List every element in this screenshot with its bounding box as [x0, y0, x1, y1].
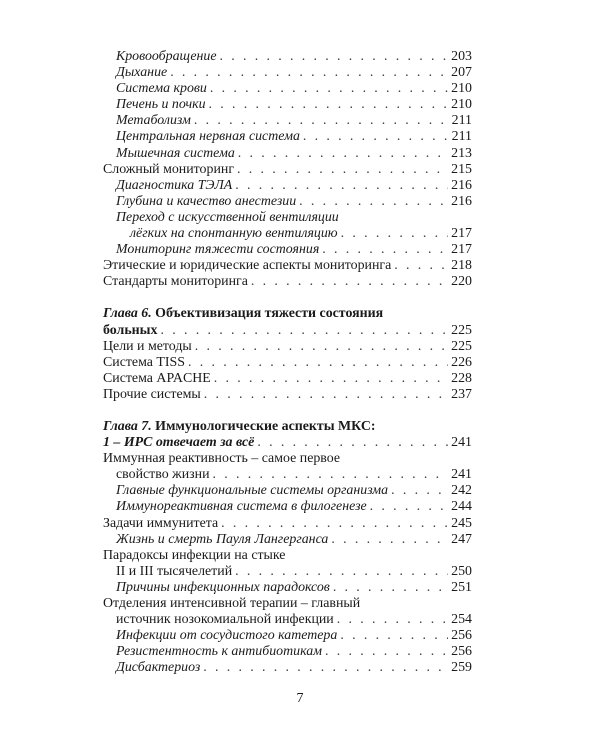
toc-page-number: 211 — [451, 129, 472, 145]
toc-entry — [103, 226, 472, 242]
toc-entry-text: Мышечная система — [116, 145, 235, 161]
toc-page-number: 225 — [451, 322, 472, 338]
toc-entry-text: Система крови — [116, 81, 207, 97]
toc-entry-text: Стандарты мониторинга — [103, 274, 248, 290]
toc-entry — [103, 467, 472, 483]
toc-entry-text: Инфекции от сосудистого катетера — [116, 628, 338, 644]
leader-dots — [331, 532, 448, 548]
toc-page-number: 213 — [451, 145, 472, 161]
leader-dots — [251, 274, 448, 290]
toc-page-number: 259 — [451, 660, 472, 676]
leader-dots — [203, 660, 448, 676]
toc-entry-text: больных — [103, 322, 158, 338]
toc-page-number: 207 — [451, 65, 472, 81]
toc-entry — [103, 371, 472, 387]
leader-dots — [303, 129, 449, 145]
toc-entry-text: Этические и юридические аспекты мониторинга — [103, 258, 392, 274]
toc-entry-text: II и III тысячелетий — [116, 563, 233, 579]
toc-page-number: 211 — [451, 113, 472, 129]
toc-entry — [103, 612, 472, 628]
toc-entry — [103, 660, 472, 676]
toc-entry-text: Метаболизм — [116, 113, 191, 129]
chapter-title: Объективизация тяжести состояния — [155, 306, 384, 322]
toc-entry — [103, 339, 472, 355]
chapter-label: Глава 6. — [103, 306, 152, 322]
toc-entry-text: свойство жизни — [116, 467, 210, 483]
toc-entry — [103, 435, 472, 451]
spacer — [103, 290, 472, 306]
toc-page-number: 217 — [451, 226, 472, 242]
toc-entry-text: Система APACHE — [103, 370, 211, 386]
toc-entry — [103, 387, 472, 403]
toc-entry-text: источник нозокомиальной инфекции — [116, 612, 334, 628]
leader-dots — [333, 580, 448, 596]
toc-page-number: 247 — [451, 531, 472, 547]
toc-entry-text: Мониторинг тяжести состояния — [116, 242, 320, 258]
leader-dots — [194, 113, 449, 129]
toc-page-number: 251 — [451, 579, 472, 595]
leader-dots — [213, 467, 449, 483]
toc-entry-text: Задачи иммунитета — [103, 515, 219, 531]
leader-dots — [204, 387, 448, 403]
leader-dots — [170, 65, 448, 81]
toc-entry-text: Резистентность к антибиотикам — [116, 644, 323, 660]
toc-entry-text: Жизнь и смерть Пауля Лангерганса — [116, 531, 329, 547]
leader-dots — [370, 499, 449, 515]
toc-entry — [103, 516, 472, 532]
toc-entry — [103, 644, 472, 660]
toc-entry-text: Главные функциональные системы организма — [116, 483, 389, 499]
leader-dots — [257, 435, 448, 451]
toc-page-number: 245 — [451, 515, 472, 531]
leader-dots — [341, 226, 449, 242]
toc-page-number: 242 — [451, 483, 472, 499]
spacer — [103, 403, 472, 419]
toc-page-number: 228 — [451, 370, 472, 386]
toc-page-number: 216 — [451, 193, 472, 209]
toc-entry — [103, 355, 472, 371]
toc-entry-text: Глубина и качество анестезии — [116, 193, 297, 209]
chapter-7-heading — [103, 419, 472, 435]
leader-dots — [235, 564, 448, 580]
toc-entry-text-line: Отделения интенсивной терапии – главный — [103, 596, 361, 611]
toc-entry — [103, 242, 472, 258]
leader-dots — [337, 612, 448, 628]
toc-page-number: 226 — [451, 354, 472, 370]
toc-page-number: 250 — [451, 563, 472, 579]
toc-entry-text: Печень и почки — [116, 97, 206, 113]
toc-entry-text: 1 – ИРС отвечает за всё — [103, 435, 255, 451]
leader-dots — [220, 49, 449, 65]
toc-entry-text: лёгких на спонтанную вентиляцию — [130, 226, 338, 242]
leader-dots — [325, 644, 448, 660]
toc-entry — [103, 483, 472, 499]
toc-entry — [103, 97, 472, 113]
chapter-title: Иммунологические аспекты МКС: — [155, 418, 376, 434]
toc-entry — [103, 580, 472, 596]
toc-entry-text: Цели и методы — [103, 338, 192, 354]
toc-page-number: 218 — [451, 258, 472, 274]
toc-entry — [103, 564, 472, 580]
table-of-contents — [103, 49, 472, 676]
toc-entry-text: Иммунореактивная система в филогенезе — [116, 499, 367, 515]
toc-page-number: 210 — [451, 81, 472, 97]
toc-page-number: 256 — [451, 644, 472, 660]
leader-dots — [299, 194, 448, 210]
toc-entry — [103, 113, 472, 129]
toc-entry — [103, 146, 472, 162]
toc-entry-text-line: Парадоксы инфекции на стыке — [103, 547, 286, 563]
toc-page-number: 216 — [451, 177, 472, 193]
toc-entry-text: Дыхание — [116, 65, 168, 81]
leader-dots — [238, 146, 448, 162]
chapter-label: Глава 7. — [103, 418, 152, 434]
toc-page-number: 237 — [451, 386, 472, 402]
leader-dots — [195, 339, 448, 355]
toc-page-number: 225 — [451, 338, 472, 354]
toc-page-number: 241 — [451, 467, 472, 483]
toc-entry — [103, 194, 472, 210]
leader-dots — [160, 323, 448, 339]
toc-entry — [103, 178, 472, 194]
leader-dots — [391, 483, 448, 499]
toc-entry-complex-monitoring — [103, 162, 472, 178]
toc-entry-text-line: Иммунная реактивность – самое первое — [103, 451, 341, 467]
leader-dots — [322, 242, 448, 258]
leader-dots — [210, 81, 448, 97]
toc-entry — [103, 532, 472, 548]
toc-entry — [103, 65, 472, 81]
toc-entry-text: Прочие системы — [103, 386, 201, 402]
toc-entry — [103, 274, 472, 290]
toc-entry — [103, 49, 472, 65]
toc-entry-text: Причины инфекционных парадоксов — [116, 579, 330, 595]
toc-entry-text: Кровообращение — [116, 49, 217, 64]
toc-entry-text: Центральная нервная система — [116, 129, 300, 145]
toc-page-number: 241 — [451, 435, 472, 451]
leader-dots — [214, 371, 448, 387]
toc-page-number: 256 — [451, 628, 472, 644]
toc-page-number: 215 — [451, 161, 472, 177]
toc-entry — [103, 129, 472, 145]
leader-dots — [235, 178, 448, 194]
leader-dots — [221, 516, 448, 532]
toc-page-number: 220 — [451, 274, 472, 290]
leader-dots — [394, 258, 448, 274]
toc-entry-text: Дисбактериоз — [116, 660, 201, 676]
toc-entry-text-line: Переход с искусственной вентиляции — [116, 209, 339, 225]
toc-page-number: 244 — [451, 499, 472, 515]
toc-page-number: 254 — [451, 612, 472, 628]
page-number-folio: 7 — [296, 691, 304, 706]
toc-entry-text: Сложный мониторинг — [103, 161, 235, 177]
toc-entry — [103, 499, 472, 515]
toc-entry-text: Система TISS — [103, 354, 185, 370]
toc-entry — [103, 81, 472, 97]
toc-page-number: 203 — [451, 49, 472, 64]
leader-dots — [237, 162, 448, 178]
toc-entry — [103, 628, 472, 644]
leader-dots — [209, 97, 449, 113]
toc-entry-text: Диагностика ТЭЛА — [116, 177, 233, 193]
toc-page-number: 217 — [451, 242, 472, 258]
leader-dots — [188, 355, 448, 371]
chapter-6-heading — [103, 306, 472, 322]
leader-dots — [340, 628, 448, 644]
toc-entry — [103, 323, 472, 339]
toc-page-number: 210 — [451, 97, 472, 113]
toc-entry — [103, 258, 472, 274]
